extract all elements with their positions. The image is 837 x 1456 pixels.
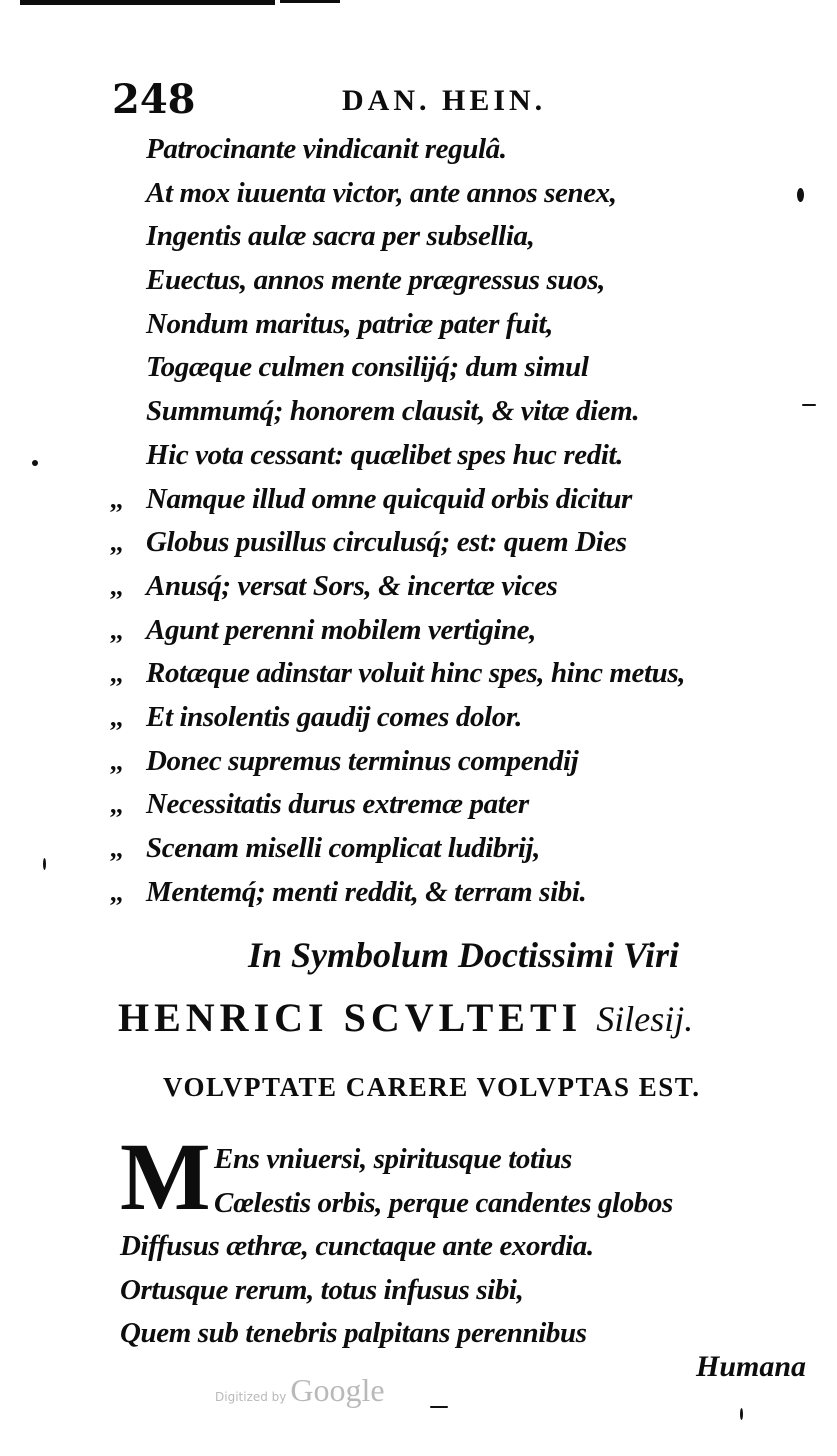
verse-line-quoted: ,, Mentemq́; menti reddit, & terram sibi. xyxy=(110,875,587,908)
catchword: Humana xyxy=(696,1350,807,1383)
dedicatee-name xyxy=(118,994,693,1041)
page-edge-mark xyxy=(20,0,275,5)
verse-line-quoted: ,, Scenam miselli complicat ludibrij, xyxy=(110,832,541,864)
watermark-small: Digitized by xyxy=(215,1390,287,1404)
page-edge-mark xyxy=(280,0,340,3)
verse-line: At mox iuuenta victor, ante annos senex, xyxy=(146,176,617,209)
verse-line: Togæque culmen consilijq́; dum simul xyxy=(146,351,589,384)
verse-line: Ingentis aulæ sacra per subsellia, xyxy=(146,220,535,253)
verse-line-quoted: ,, Et insolentis gaudij comes dolor. xyxy=(110,700,522,733)
verse-line: Euectus, annos mente prægressus suos, xyxy=(146,264,605,297)
verse-block xyxy=(110,128,810,914)
section-heading: In Symbolum Doctissimi Viri xyxy=(247,935,680,975)
poem-line: Diffusus æthræ, cunctaque ante exordia. xyxy=(120,1230,594,1262)
verse-line-quoted: ,, Rotæque adinstar voluit hinc spes, hinc metus, xyxy=(110,657,686,690)
verse-line-quoted: ,, Namque illud omne quicquid orbis dicitur xyxy=(110,482,632,515)
dedicatee-caps: HENRICI SCVLTETI xyxy=(118,995,583,1040)
poem-line: Ens vniuersi, spiritusque totius xyxy=(214,1143,572,1175)
drop-capital: M xyxy=(120,1123,211,1230)
verse-line-quoted: ,, Agunt perenni mobilem vertigine, xyxy=(110,613,536,646)
dedicatee-origin: Silesij. xyxy=(596,999,694,1039)
running-head: DAN. HEIN. xyxy=(342,84,547,117)
scan-speck xyxy=(32,460,38,466)
verse-line-quoted: ,, Necessitatis durus extremæ pater xyxy=(110,788,529,821)
poem-block xyxy=(120,1123,820,1356)
verse-line: Hic vota cessant: quælibet spes huc redit. xyxy=(146,438,623,471)
poem-line: Ortusque rerum, totus infusus sibi, xyxy=(120,1273,524,1306)
scan-speck xyxy=(43,858,46,870)
scan-speck xyxy=(430,1406,448,1408)
verse-line-quoted: ,, Anusq́; versat Sors, & incertæ vices xyxy=(110,569,558,602)
scan-speck xyxy=(802,404,816,406)
verse-line: Nondum maritus, patriæ pater fuit, xyxy=(146,307,553,340)
verse-line: Summumq́; honorem clausit, & vitæ diem. xyxy=(146,395,640,428)
page-header xyxy=(112,76,632,126)
scan-speck xyxy=(740,1408,743,1420)
watermark-logo: Google xyxy=(290,1372,385,1408)
poem-line: Cœlestis orbis, perque candentes globos xyxy=(214,1186,673,1219)
scan-speck xyxy=(797,188,804,202)
digitization-watermark xyxy=(215,1372,385,1409)
verse-line-quoted: ,, Globus pusillus circulusq́; est: quem Dies xyxy=(110,526,627,559)
poem-line: Quem sub tenebris palpitans perennibus xyxy=(120,1317,587,1349)
page-number: 248 xyxy=(112,76,196,123)
verse-line-quoted: ,, Donec supremus terminus compendij xyxy=(110,744,579,777)
verse-line: Patrocinante vindicanit regulâ. xyxy=(146,133,507,165)
motto: VOLVPTATE CARERE VOLVPTAS EST. xyxy=(163,1072,701,1102)
